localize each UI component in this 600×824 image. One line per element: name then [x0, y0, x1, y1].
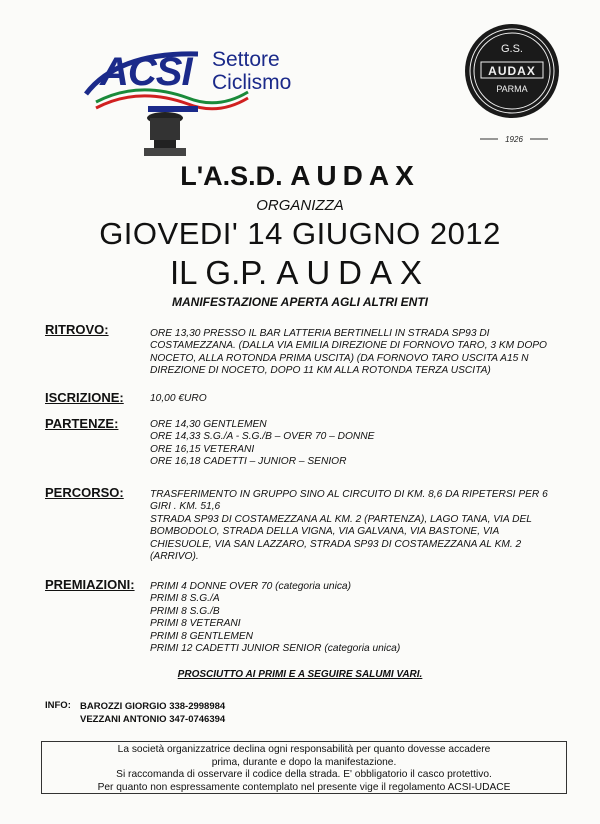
acsi-logo	[78, 42, 298, 162]
acsi-wordmark: ACSI	[100, 50, 192, 94]
prosciutto-note: PROSCIUTTO AI PRIMI E A SEGUIRE SALUMI VARI.	[177, 669, 423, 680]
iscrizione-label: ISCRIZIONE:	[45, 390, 124, 405]
percorso-label: PERCORSO:	[45, 485, 124, 500]
iscrizione-text: 10,00 €URO	[150, 393, 207, 404]
partenze-text: ORE 14,30 GENTLEMEN ORE 14,33 S.G./A - S.G./B – OVER 70 – DONNE ORE 16,15 VETERANI ORE 16,18 CADETTI – JUNIOR – SENIOR	[150, 419, 375, 468]
disclaimer-box: La società organizzatrice declina ogni responsabilità per quanto dovesse accadere prima, durante e dopo la manifestazione. Si raccomanda di osservare il codice della strada. E' obbligatorio il casco protettivo. Per quanto non espressamente contemplato nel presente vige il regolamento ACSI-UDACE	[41, 741, 567, 794]
percorso-text: TRASFERIMENTO IN GRUPPO SINO AL CIRCUITO DI KM. 8,6 DA RIPETERSI PER 6 GIRI . KM. 51,6 STRADA SP93 DI COSTAMEZZANA AL KM. 2 (PARTENZA), LAGO TANA, VIA DEL BOMBODOLO, STRADA DELLA VIGNA, VIA GALVANA, VIA BASTONE, VIA CHIESUOLE, VIA SAN LAZZARO, STRADA SP93 DI COSTAMEZZANA AL KM. 2 (ARRIVO).	[150, 489, 548, 563]
ritrovo-text: ORE 13,30 PRESSO IL BAR LATTERIA BERTINELLI IN STRADA SP93 DI COSTAMEZZANA. (DALLA VIA EMILIA DIREZIONE DI FORNOVO TARO, 3 KM DOPO NOCETO, ALLA ROTONDA PRIMA USCITA) (DA FORNOVO TARO USCITA A15 N DIREZIONE DI NOCETO, DOPO 11 KM ALLA ROTONDA TERZA USCITA)	[150, 328, 547, 377]
event-date: GIOVEDI' 14 GIUGNO 2012	[99, 216, 501, 251]
premiazioni-text: PRIMI 4 DONNE OVER 70 (categoria unica) PRIMI 8 S.G./A PRIMI 8 S.G./B PRIMI 8 VETERANI PRIMI 8 GENTLEMEN PRIMI 12 CADETTI JUNIOR SENIOR (categoria unica)	[150, 581, 401, 655]
info-label: INFO:	[45, 700, 71, 711]
gs-audax-badge-icon	[463, 22, 561, 120]
trophy-icon	[138, 108, 192, 162]
badge-year: 1926	[505, 135, 523, 144]
badge-middle: AUDAX	[488, 64, 536, 78]
badge-top: G.S.	[500, 43, 524, 55]
event-name: IL G.P. AUDAX	[169, 254, 431, 291]
open-event-note: MANIFESTAZIONE APERTA AGLI ALTRI ENTI	[172, 295, 428, 309]
partenze-label: PARTENZE:	[45, 416, 119, 431]
info-contacts	[80, 700, 225, 726]
ritrovo-label: RITROVO:	[45, 322, 109, 337]
organizza-label: ORGANIZZA	[256, 197, 344, 214]
premiazioni-label: PREMIAZIONI:	[45, 577, 135, 592]
badge-year-ribbon	[478, 132, 550, 146]
settore-ciclismo: Settore Ciclismo	[212, 48, 292, 94]
contact-vezzani: VEZZANI ANTONIO 347-0746394	[80, 714, 226, 725]
contact-barozzi: BAROZZI GIORGIO 338-2998984	[80, 701, 226, 712]
organizer-title: L'A.S.D. AUDAX	[180, 160, 420, 191]
badge-bottom: PARMA	[496, 84, 528, 94]
